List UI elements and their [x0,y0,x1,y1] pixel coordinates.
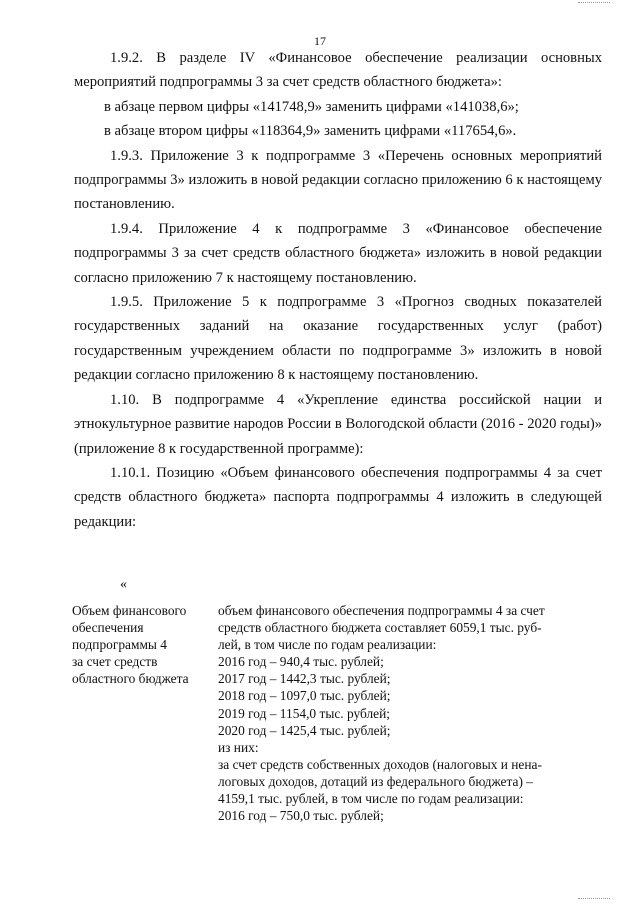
passport-value-line: объем финансового обеспечения подпрограммы 4 за счет [218,603,545,618]
passport-label-line: обеспечения [72,620,144,636]
paragraph-1-10: 1.10. В подпрограмме 4 «Укрепление единства российской нации и этнокультурное развитие народов России в Вологодской области (2016 - 2020 годы)» (приложение 8 к государственной программе): [74,391,602,457]
paragraph-1-9-2-first-clause: в абзаце первом цифры «141748,9» заменить цифрами «141038,6»; [104,98,519,115]
document-body [74,46,602,534]
passport-label-line: за счет средств [72,654,158,670]
passport-position-table [72,602,612,824]
passport-label-line: областного бюджета [72,671,189,687]
passport-value-line: 2018 год – 1097,0 тыс. рублей; [218,688,391,704]
paragraph-1-9-3: 1.9.3. Приложение 3 к подпрограмме 3 «Перечень основных мероприятий подпрограммы 3» изложить в новой редакции согласно приложению 6 к настоящему постановлению. [74,147,602,213]
scan-mark-top [578,2,610,4]
passport-value-line: логовых доходов, дотаций из федерального бюджета) – [218,773,533,789]
passport-value-line: лей, в том числе по годам реализации: [218,637,437,653]
passport-value-line: за счет средств собственных доходов (налоговых и нена- [218,756,542,772]
passport-label-line: подпрограммы 4 [72,637,167,653]
paragraph-1-9-2: 1.9.2. В разделе IV «Финансовое обеспечение реализации основных мероприятий подпрограммы 3 за счет средств областного бюджета»: [74,50,602,91]
passport-value-line: 4159,1 тыс. рублей, в том числе по годам реализации: [218,791,524,807]
passport-value-line: средств областного бюджета составляет 6059,1 тыс. руб- [218,620,542,636]
passport-value-line: из них: [218,739,259,755]
paragraph-1-9-2-second-clause: в абзаце втором цифры «118364,9» заменить цифрами «117654,6». [104,123,517,140]
passport-value-line: 2020 год – 1425,4 тыс. рублей; [218,722,391,738]
passport-value-line: 2016 год – 940,4 тыс. рублей; [218,654,384,670]
page-number: 17 [314,34,326,48]
quote-open-mark: « [120,577,127,592]
passport-value-line: 2016 год – 750,0 тыс. рублей; [218,808,384,824]
paragraph-1-9-5: 1.9.5. Приложение 5 к подпрограмме 3 «Прогноз сводных показателей государственных заданий на оказание государственных услуг (работ) государственным учреждением области по подпрограмме 3» изложить в новой редакции согласно приложению 8 к настоящему постановлению. [74,294,602,384]
passport-value [215,602,612,824]
paragraph-1-10-1: 1.10.1. Позицию «Объем финансового обеспечения подпрограммы 4 за счет средств областного бюджета» паспорта подпрограммы 4 изложить в следующей редакции: [74,464,602,530]
passport-label-line: Объем финансового [72,603,187,618]
passport-value-line: 2017 год – 1442,3 тыс. рублей; [218,671,391,687]
scan-mark-bottom [578,898,610,900]
paragraph-1-9-4: 1.9.4. Приложение 4 к подпрограмме 3 «Финансовое обеспечение подпрограммы 3 за счет средств областного бюджета» изложить в новой редакции согласно приложению 7 к настоящему постановлению. [74,220,602,286]
passport-value-line: 2019 год – 1154,0 тыс. рублей; [218,705,390,721]
passport-label [72,602,215,824]
